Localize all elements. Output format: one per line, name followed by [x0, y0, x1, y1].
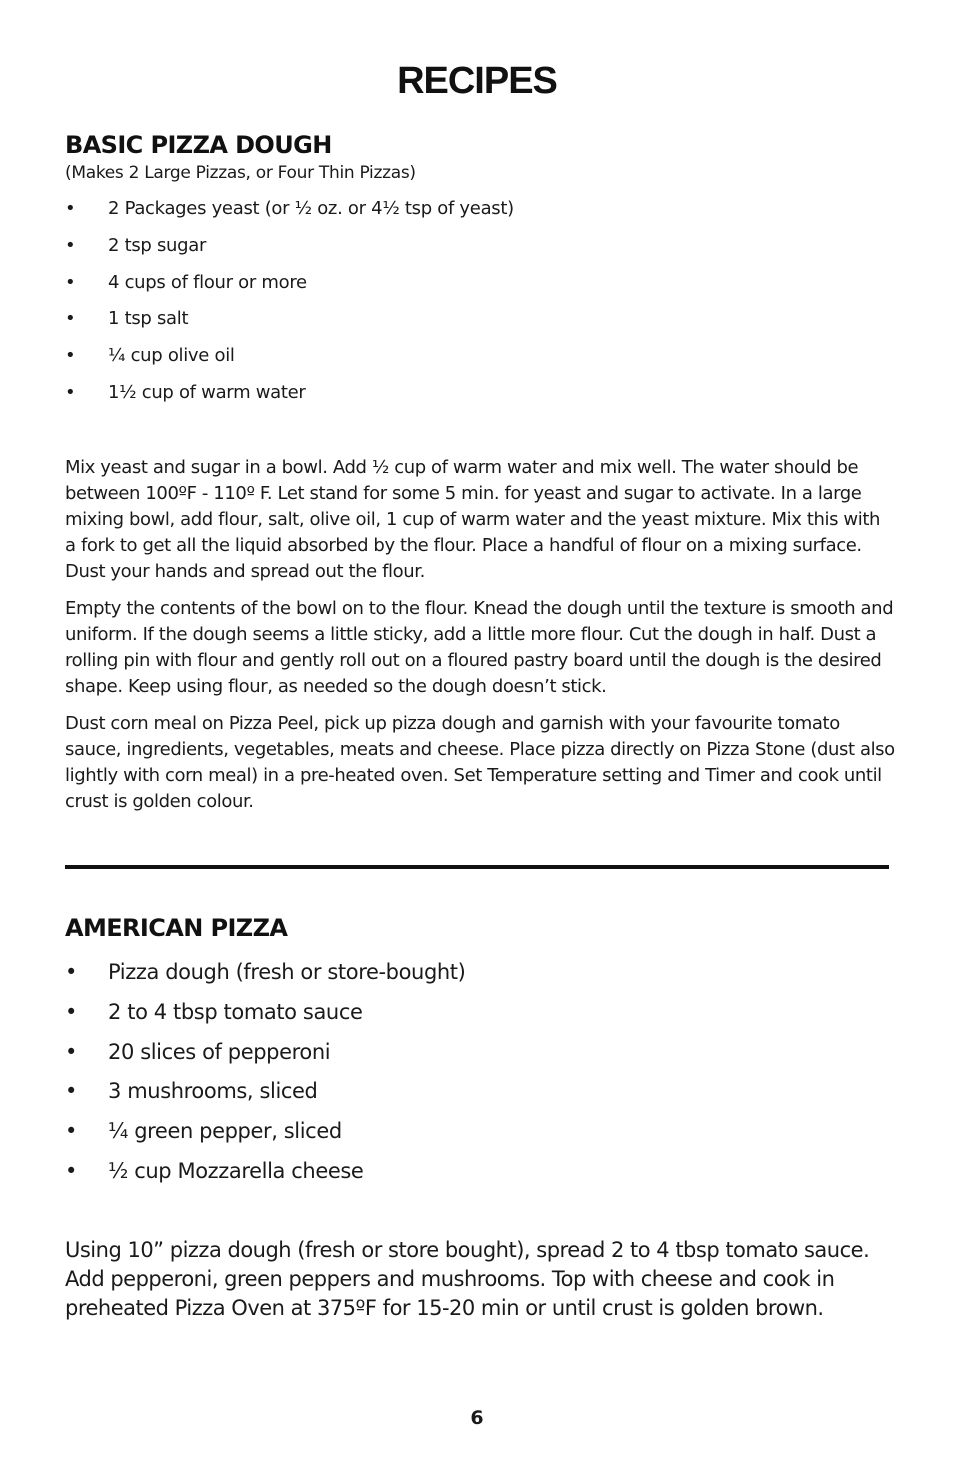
bullet-icon: • — [65, 999, 77, 1024]
list-item — [65, 382, 514, 419]
bullet-icon: • — [65, 308, 76, 330]
ingredient-text: 4 cups of flour or more — [108, 271, 307, 293]
list-item — [65, 272, 514, 309]
bullet-icon: • — [65, 198, 76, 219]
ingredient-text: 1 tsp salt — [108, 308, 189, 330]
recipe-yield: (Makes 2 Large Pizzas, or Four Thin Pizzas) — [65, 163, 416, 183]
list-item — [65, 1118, 465, 1158]
page-number: 6 — [470, 1407, 484, 1429]
ingredient-text: ½ cup Mozzarella cheese — [108, 1158, 364, 1183]
bullet-icon: • — [65, 1119, 77, 1144]
ingredient-text: 2 to 4 tbsp tomato sauce — [108, 999, 363, 1024]
instruction-paragraph: Empty the contents of the bowl on to the flour. Knead the dough until the texture is smooth and uniform. If the dough seems a little sticky, add a little more flour. Cut the dough in half. Dust a rolling pin with flour and gently roll out on a floured pastry board until the dough is the desired shape. Keep using flour, as needed so the dough doesn’t stick. — [65, 598, 894, 697]
instruction-paragraph: Dust corn meal on Pizza Peel, pick up pizza dough and garnish with your favourite tomato sauce, ingredients, vegetables, meats and cheese. Place pizza directly on Pizza Stone (dust also lightly with corn meal) in a pre-heated oven. Set Temperature setting and Timer and cook until crust is golden colour. — [65, 713, 895, 812]
ingredient-text: ¼ green pepper, sliced — [108, 1119, 342, 1144]
ingredient-text: Pizza dough (fresh or store-bought) — [108, 960, 466, 984]
bullet-icon: • — [65, 234, 76, 256]
bullet-icon: • — [65, 1158, 77, 1183]
ingredient-text: 2 Packages yeast (or ½ oz. or 4½ tsp of yeast) — [108, 198, 514, 219]
ingredient-text: 20 slices of pepperoni — [108, 1039, 331, 1064]
list-item — [65, 345, 514, 382]
list-item — [65, 1158, 465, 1198]
bullet-icon: • — [65, 1039, 77, 1064]
bullet-icon: • — [65, 345, 76, 367]
ingredient-text: 2 tsp sugar — [108, 234, 207, 256]
list-item — [65, 999, 465, 1039]
bullet-icon: • — [65, 1079, 77, 1104]
list-item — [65, 1078, 465, 1118]
list-item — [65, 1039, 465, 1079]
ingredient-text: ¼ cup olive oil — [108, 345, 235, 367]
american-pizza-heading: AMERICAN PIZZA — [65, 914, 288, 942]
ingredient-text: 1½ cup of warm water — [108, 381, 306, 403]
bullet-icon: • — [65, 381, 76, 403]
list-item — [65, 198, 514, 235]
list-item — [65, 308, 514, 345]
basic-pizza-dough-ingredients — [65, 198, 514, 419]
instruction-paragraph: Mix yeast and sugar in a bowl. Add ½ cup of warm water and mix well. The water should be between 100ºF - 110º F. Let stand for some 5 min. for yeast and sugar to activate. In a large mixing bowl, add flour, salt, olive oil, 1 cup of warm water and the yeast mixture. Mix this with a fork to get all the liquid absorbed by the flour. Place a handful of flour on a mixing surface. Dust your hands and spread out the flour. — [65, 457, 880, 582]
ingredient-text: 3 mushrooms, sliced — [108, 1079, 318, 1104]
american-pizza-ingredients — [65, 959, 465, 1198]
section-divider — [65, 865, 889, 869]
basic-pizza-dough-heading: BASIC PIZZA DOUGH — [65, 131, 332, 159]
list-item — [65, 235, 514, 272]
list-item — [65, 959, 465, 999]
bullet-icon: • — [65, 960, 77, 984]
bullet-icon: • — [65, 271, 76, 293]
page-title: RECIPES — [397, 60, 557, 102]
instruction-paragraph: Using 10” pizza dough (fresh or store bought), spread 2 to 4 tbsp tomato sauce. Add pepperoni, green peppers and mushrooms. Top with cheese and cook in preheated Pizza Oven at 375ºF for 15-20 min or until crust is golden brown. — [65, 1238, 870, 1320]
